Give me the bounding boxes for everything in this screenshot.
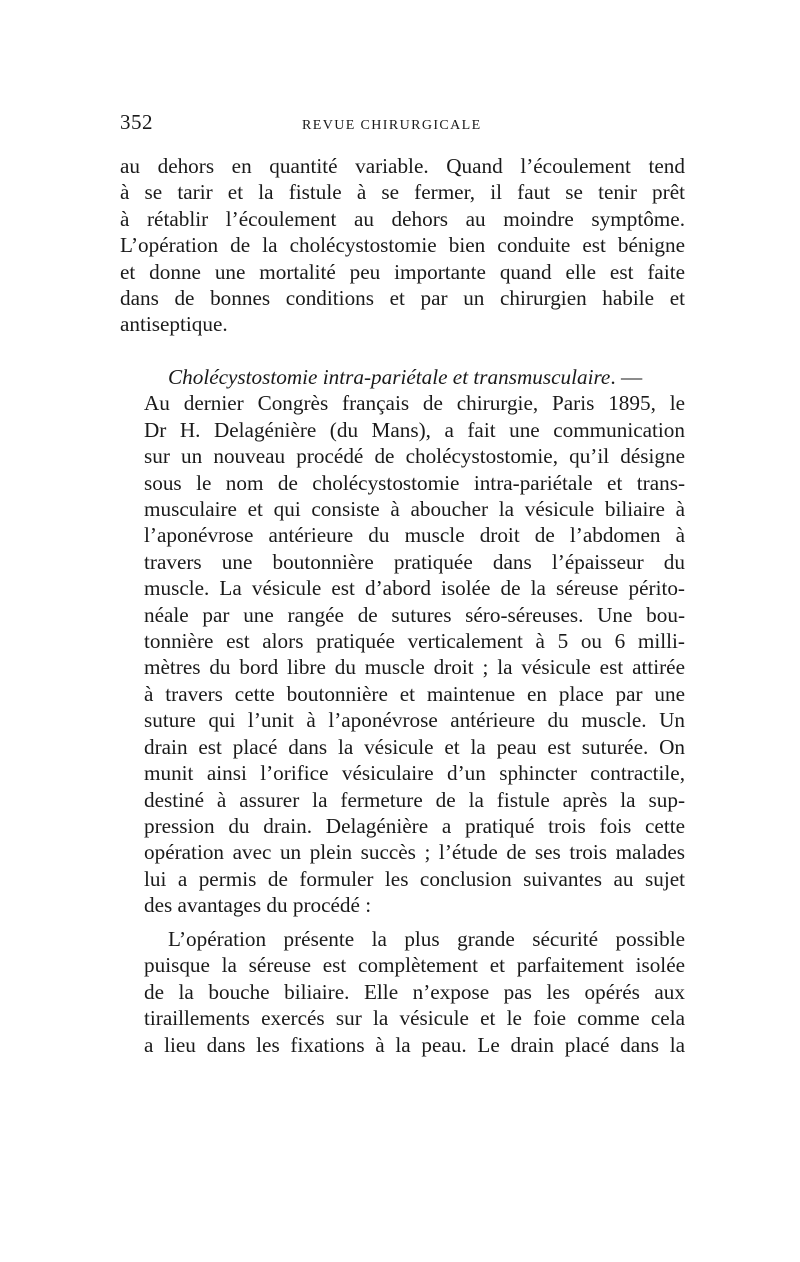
text-line: destiné à assurer la fermeture de la fistule après la sup- <box>144 787 685 812</box>
text-line: antiseptique. <box>120 312 228 337</box>
text-line: travers une boutonnière pratiquée dans l’épaisseur du <box>144 549 685 574</box>
page-number: 352 <box>120 110 153 134</box>
text-line: dans de bonnes conditions et par un chirurgien habile et <box>120 286 685 311</box>
text-line: opération avec un plein succès ; l’étude de ses trois malades <box>144 840 685 865</box>
text-line: à travers cette boutonnière et maintenue en place par une <box>144 681 685 706</box>
text-line: a lieu dans les fixations à la peau. Le drain placé dans la <box>144 1032 685 1057</box>
text-line: L’opération de la cholécystostomie bien conduite est bénigne <box>120 233 685 258</box>
text-line: à rétablir l’écoulement au dehors au moindre symptôme. <box>120 206 685 231</box>
section-title-suffix: . — <box>610 365 643 389</box>
text-line: sous le nom de cholécystostomie intra-pariétale et trans- <box>144 470 685 495</box>
text-line: des avantages du procédé : <box>144 893 372 918</box>
paragraph-3 <box>120 926 685 1058</box>
text-line: L’opération présente la plus grande sécurité possible <box>168 927 685 951</box>
text-line: Dr H. Delagénière (du Mans), a fait une communication <box>144 417 685 442</box>
text-line: lui a permis de formuler les conclusion suivantes au sujet <box>144 866 685 891</box>
text-line: mètres du bord libre du muscle droit ; la vésicule est attirée <box>144 655 685 680</box>
page-header <box>120 110 685 140</box>
text-line: au dehors en quantité variable. Quand l’écoulement tend <box>120 154 685 178</box>
paragraph-2 <box>120 364 685 919</box>
running-title: REVUE CHIRURGICALE <box>302 118 482 133</box>
section-title-line <box>120 364 685 390</box>
text-line: à se tarir et la fistule à se fermer, il faut se tenir prêt <box>120 180 685 205</box>
text-line: puisque la séreuse est complètement et parfaitement isolée <box>144 953 685 978</box>
text-line: munit ainsi l’orifice vésiculaire d’un sphincter contractile, <box>144 761 685 786</box>
text-line: suture qui l’unit à l’aponévrose antérieure du muscle. Un <box>144 708 685 733</box>
text-line: et donne une mortalité peu importante quand elle est faite <box>120 259 685 284</box>
text-line: drain est placé dans la vésicule et la peau est suturée. On <box>144 734 685 759</box>
text-line: tiraillements exercés sur la vésicule et le foie comme cela <box>144 1006 685 1031</box>
text-line: de la bouche biliaire. Elle n’expose pas les opérés aux <box>144 979 685 1004</box>
text-line: tonnière est alors pratiquée verticalement à 5 ou 6 milli- <box>144 629 685 654</box>
section-title: Cholécystostomie intra-pariétale et transmusculaire <box>168 365 611 389</box>
text-line: sur un nouveau procédé de cholécystostomie, qu’il désigne <box>144 444 685 469</box>
text-line: Au dernier Congrès français de chirurgie, Paris 1895, le <box>144 391 685 416</box>
text-line: musculaire et qui consiste à aboucher la vésicule biliaire à <box>144 497 685 522</box>
paragraph-1 <box>120 153 685 338</box>
text-line: muscle. La vésicule est d’abord isolée de la séreuse périto- <box>144 576 685 601</box>
text-line: l’aponévrose antérieure du muscle droit de l’abdomen à <box>144 523 685 548</box>
text-line: néale par une rangée de sutures séro-séreuses. Une bou- <box>144 602 685 627</box>
text-line: pression du drain. Delagénière a pratiqué trois fois cette <box>144 813 685 838</box>
